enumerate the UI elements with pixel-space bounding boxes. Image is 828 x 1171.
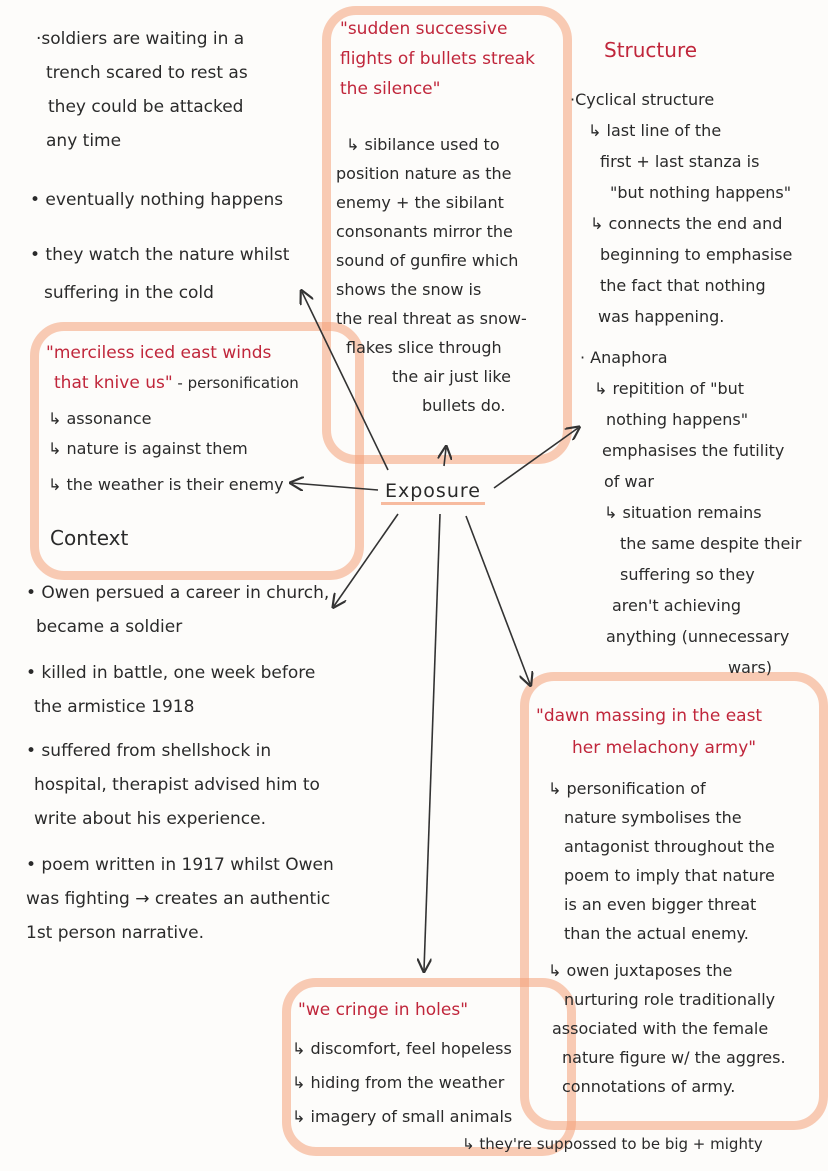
sudden-note-line: sound of gunfire which [336, 251, 519, 270]
dawn-note-line: is an even bigger threat [564, 895, 757, 914]
cyclical-line: the fact that nothing [600, 276, 766, 295]
context-notes [26, 576, 334, 950]
structure-cyclical [570, 84, 792, 332]
anaphora-line: of war [604, 472, 654, 491]
anaphora-line: anything (unnecessary [606, 627, 790, 646]
dawn-quote [536, 700, 762, 764]
merciless-quote-text: that knive us" [54, 373, 173, 393]
sudden-note-line: position nature as the [336, 164, 512, 183]
dawn-note-line: nature symbolises the [564, 808, 742, 827]
cyclical-line: ↳ last line of the [588, 121, 722, 140]
center-title: Exposure [381, 480, 485, 505]
sudden-note-line: bullets do. [422, 396, 506, 415]
cringe-notes [292, 1032, 512, 1134]
context-line: the armistice 1918 [34, 697, 195, 717]
anaphora-line: ↳ situation remains [604, 503, 762, 522]
soldiers-line: they could be attacked [48, 97, 244, 117]
sudden-note-line: the air just like [392, 367, 511, 386]
arrow-to-dawn [466, 516, 530, 684]
sudden-note-line: consonants mirror the [336, 222, 513, 241]
context-line: • poem written in 1917 whilst Owen [26, 855, 334, 875]
arrow-to-cringe [424, 514, 440, 970]
arrow-to-context [334, 514, 398, 606]
sudden-note-line: ↳ sibilance used to [346, 135, 500, 154]
dawn-quote-line: "dawn massing in the east [536, 706, 763, 726]
context-line: hospital, therapist advised him to [34, 775, 320, 795]
sudden-quote-line: "sudden successive [340, 19, 508, 39]
merciless-note-line: ↳ the weather is their enemy [48, 475, 284, 494]
cringe-note-line: ↳ hiding from the weather [292, 1073, 505, 1092]
arrow-to-sudden [444, 448, 446, 466]
structure-anaphora [580, 342, 801, 683]
cyclical-line: ↳ connects the end and [590, 214, 783, 233]
dawn-notes [548, 774, 786, 1101]
eventually-line: • eventually nothing happens [30, 190, 284, 210]
cringe-note-line: ↳ imagery of small animals [292, 1107, 513, 1126]
sudden-quote-line: the silence" [340, 79, 441, 99]
context-line: was fighting → creates an authentic [26, 889, 331, 909]
nature-line: • they watch the nature whilst [30, 245, 290, 265]
sudden-quote-line: flights of bullets streak [340, 49, 535, 69]
context-line: • Owen persued a career in church, [26, 583, 330, 603]
cyclical-line: first + last stanza is [600, 152, 760, 171]
cyclical-line: beginning to emphasise [600, 245, 793, 264]
sudden-note-line: enemy + the sibilant [336, 193, 504, 212]
anaphora-line: wars) [728, 658, 773, 677]
anaphora-line: · Anaphora [580, 348, 668, 367]
sudden-notes [336, 130, 527, 420]
arrow-to-merciless [292, 483, 378, 490]
structure-title: Structure [604, 38, 698, 62]
context-title: Context [50, 526, 129, 550]
soldiers-line: ·soldiers are waiting in a [36, 29, 245, 49]
context-line: • suffered from shellshock in [26, 741, 272, 761]
context-line: write about his experience. [34, 809, 266, 829]
cringe-quote: "we cringe in holes" [298, 1000, 469, 1020]
sudden-note-line: flakes slice through [346, 338, 502, 357]
anaphora-line: nothing happens" [606, 410, 749, 429]
soldiers-line: any time [46, 131, 122, 151]
cyclical-line: ·Cyclical structure [570, 90, 715, 109]
arrow-to-anaphora [494, 428, 578, 488]
merciless-notes [48, 404, 284, 500]
sudden-note-line: shows the snow is [336, 280, 482, 299]
merciless-note-line: ↳ assonance [48, 409, 152, 428]
dawn-note-line: ↳ owen juxtaposes the [548, 961, 733, 980]
soldiers-note [36, 22, 248, 158]
cyclical-line: "but nothing happens" [610, 183, 792, 202]
merciless-quote [46, 338, 299, 398]
anaphora-line: emphasises the futility [602, 441, 785, 460]
anaphora-line: the same despite their [620, 534, 802, 553]
eventually-note [30, 186, 283, 214]
merciless-quote-line: "merciless iced east winds [46, 343, 272, 363]
sudden-quote [340, 14, 535, 104]
soldiers-line: trench scared to rest as [46, 63, 248, 83]
dawn-note-line: nature figure w/ the aggres. [562, 1048, 786, 1067]
anaphora-line: ↳ repitition of "but [594, 379, 745, 398]
dawn-note-line: than the actual enemy. [564, 924, 749, 943]
dawn-note-line: connotations of army. [562, 1077, 736, 1096]
merciless-tag: - personification [172, 374, 299, 392]
sudden-note-line: the real threat as snow- [336, 309, 527, 328]
nature-note [30, 236, 289, 312]
dawn-note-line: nurturing role traditionally [564, 990, 776, 1009]
dawn-note-line: poem to imply that nature [564, 866, 775, 885]
cringe-note-line: ↳ discomfort, feel hopeless [292, 1039, 512, 1058]
cringe-note-last: ↳ they're suppossed to be big + mighty [462, 1135, 763, 1153]
nature-line: suffering in the cold [44, 283, 214, 303]
merciless-note-line: ↳ nature is against them [48, 439, 248, 458]
context-line: 1st person narrative. [26, 923, 205, 943]
merciless-quote-line [46, 368, 299, 398]
anaphora-line: aren't achieving [612, 596, 742, 615]
dawn-quote-line: her melachony army" [572, 738, 757, 758]
context-line: became a soldier [36, 617, 183, 637]
anaphora-line: suffering so they [620, 565, 755, 584]
dawn-note-line: associated with the female [552, 1019, 769, 1038]
context-line: • killed in battle, one week before [26, 663, 316, 683]
dawn-note-line: antagonist throughout the [564, 837, 775, 856]
cyclical-line: was happening. [598, 307, 725, 326]
dawn-note-line: ↳ personification of [548, 779, 706, 798]
